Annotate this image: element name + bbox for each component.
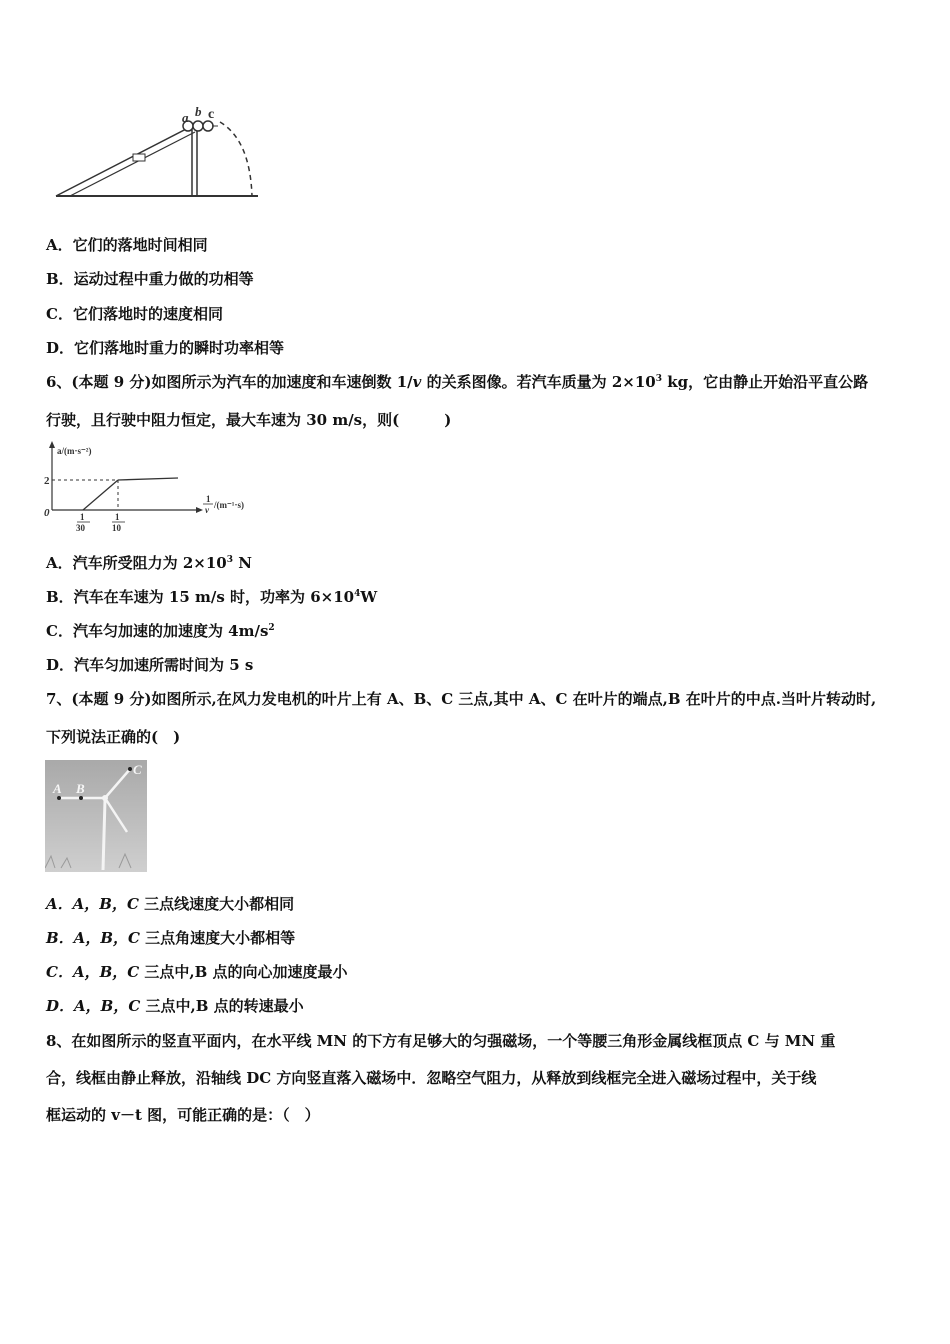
q7-label-c: C	[133, 762, 142, 777]
q6-stem-line2: 行驶，且行驶中阻力恒定，最大车速为 30 m/s，则( )	[46, 411, 452, 429]
q5-option-a: A．它们的落地时间相同	[46, 236, 208, 254]
q6-x-axis-num: 1	[206, 494, 211, 504]
q6-x-tick1-num: 1	[80, 512, 85, 522]
q5-option-d: D．它们落地时重力的瞬时功率相等	[46, 339, 285, 357]
q6-origin: 0	[44, 507, 50, 519]
q5-option-c: C．它们落地时的速度相同	[46, 305, 223, 323]
q5-label-a: a	[182, 110, 189, 125]
q7-wind-turbine-figure	[45, 760, 147, 872]
q8-stem-line3: 框运动的 v－t 图，可能正确的是：（ ）	[46, 1106, 320, 1124]
q6-graph	[40, 438, 270, 538]
q6-option-b: B．汽车在车速为 15 m/s 时，功率为 $6\times 10^4W$	[46, 588, 378, 606]
q6-x-tick2-num: 1	[115, 512, 120, 522]
q6-x-axis-den: v	[205, 505, 209, 515]
q7-label-b: B	[76, 781, 85, 796]
q5-label-b: b	[195, 104, 202, 119]
q6-x-tick1-den: 30	[76, 523, 85, 533]
q7-label-a: A	[53, 781, 62, 796]
q7-option-d: D．A，B，C 三点中,B 点的转速最小	[46, 997, 304, 1015]
q8-stem-line1: 8、在如图所示的竖直平面内，在水平线 MN 的下方有足够大的匀强磁场，一个等腰三角形金属线框顶点 C 与 MN 重	[46, 1032, 836, 1050]
q6-option-d: D．汽车匀加速所需时间为 5 s	[46, 656, 254, 674]
q5-option-b: B．运动过程中重力做的功相等	[46, 270, 254, 288]
q8-stem-line2: 合，线框由静止释放，沿轴线 DC 方向竖直落入磁场中．忽略空气阻力，从释放到线框完全进入磁场过程中，关于线	[46, 1069, 817, 1087]
q6-x-tick2-den: 10	[112, 523, 121, 533]
q7-option-a: A．A，B，C 三点线速度大小都相同	[46, 895, 295, 913]
q6-option-a: A．汽车所受阻力为 $2\times 10^3$ N	[46, 554, 252, 572]
q7-stem-line2: 下列说法正确的( )	[46, 728, 181, 746]
q6-stem-line1: 6、(本题 9 分)如图所示为汽车的加速度和车速倒数 1/v 的关系图像。若汽车质量为 $2\times 10^3$ kg，它由静止开始沿平直公路	[46, 373, 869, 391]
q6-y-axis-label: a/(m·s⁻²)	[57, 446, 92, 456]
q7-stem-line1: 7、(本题 9 分)如图所示,在风力发电机的叶片上有 A、B、C 三点,其中 A、C 在叶片的端点,B 在叶片的中点.当叶片转动时,	[46, 690, 877, 708]
q6-option-c: C．汽车匀加速的加速度为 $4m/s^2$	[46, 622, 275, 640]
q7-option-b: B．A，B，C 三点角速度大小都相等	[46, 929, 296, 947]
q5-figure	[50, 100, 270, 205]
q6-y-tick-2: 2	[44, 475, 50, 487]
q5-label-c: c	[208, 107, 215, 122]
q6-x-axis-unit: /(m⁻¹·s)	[214, 500, 244, 510]
q7-option-c: C．A，B，C 三点中,B 点的向心加速度最小	[46, 963, 348, 981]
